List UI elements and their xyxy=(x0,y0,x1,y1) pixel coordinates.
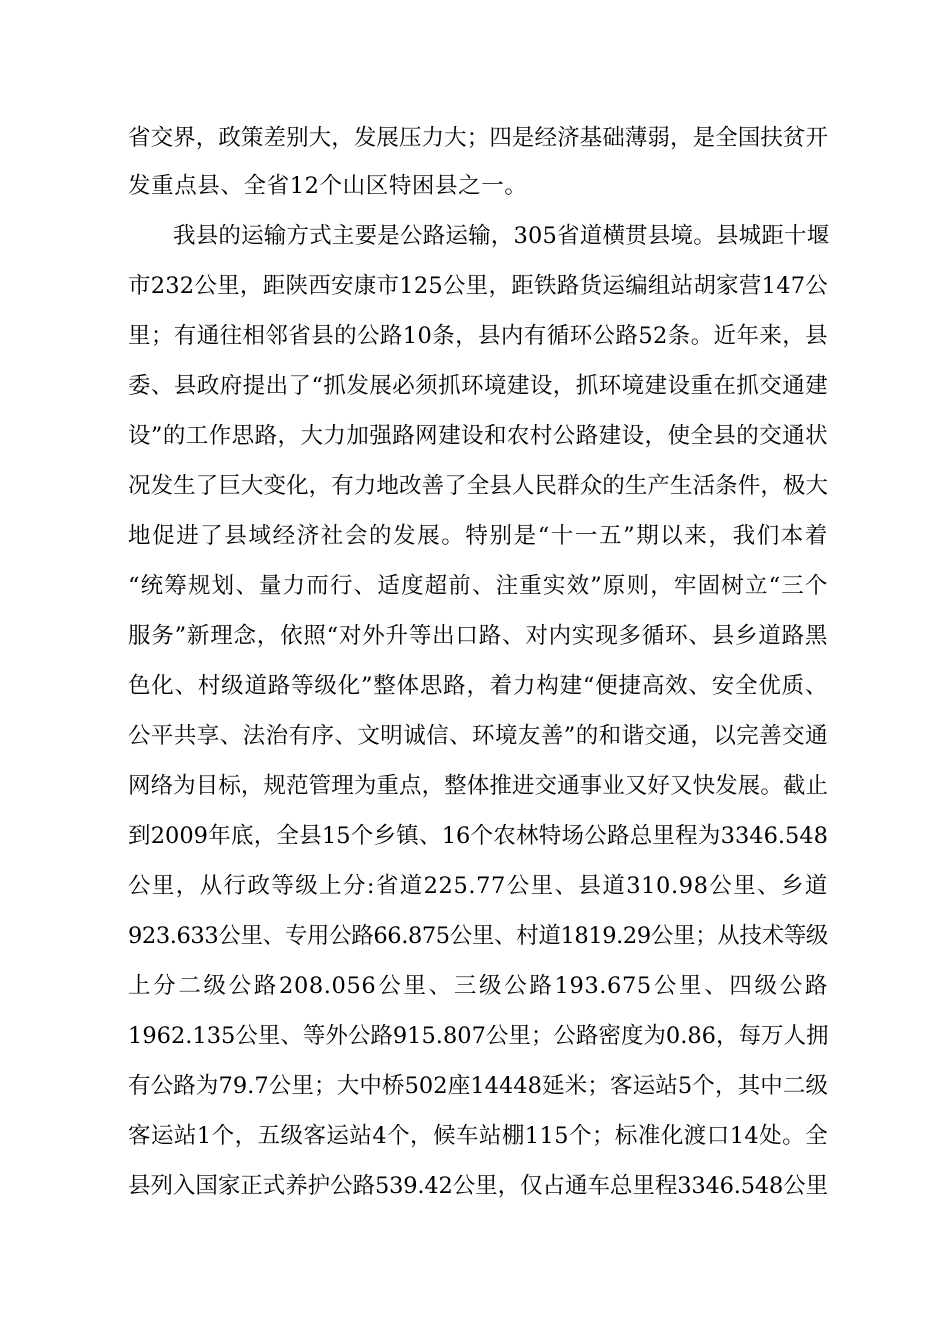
text-line-7: 设”的工作思路，大力加强路网建设和农村公路建设，使全县的交通状 xyxy=(128,423,828,449)
text-line-13: 公平共享、法治有序、文明诚信、环境友善”的和谐交通，以完善交通 xyxy=(128,723,828,749)
text-line-17: 923.633公里、专用公路66.875公里、村道1819.29公里；从技术等级 xyxy=(128,923,828,949)
text-line-6: 委、县政府提出了“抓发展必须抓环境建设，抓环境建设重在抓交通建 xyxy=(128,373,828,399)
text-line-20: 有公路为79.7公里；大中桥502座14448延米；客运站5个，其中二级 xyxy=(128,1073,828,1099)
text-line-15: 到2009年底，全县15个乡镇、16个农林特场公路总里程为3346.548 xyxy=(128,823,828,849)
text-line-8: 况发生了巨大变化，有力地改善了全县人民群众的生产生活条件，极大 xyxy=(128,473,828,499)
text-line-9: 地促进了县域经济社会的发展。特别是“十一五”期以来，我们本着 xyxy=(128,523,828,549)
text-line-11: 服务”新理念，依照“对外升等出口路、对内实现多循环、县乡道路黑 xyxy=(128,623,828,649)
text-line-5: 里；有通往相邻省县的公路10条，县内有循环公路52条。近年来，县 xyxy=(128,323,829,349)
text-line-10: “统筹规划、量力而行、适度超前、注重实效”原则，牢固树立“三个 xyxy=(128,573,828,599)
text-line-16: 公里，从行政等级上分:省道225.77公里、县道310.98公里、乡道 xyxy=(128,873,828,899)
text-line-4: 市232公里，距陕西安康市125公里，距铁路货运编组站胡家营147公 xyxy=(128,273,828,299)
text-line-21: 客运站1个，五级客运站4个，候车站棚115个；标准化渡口14处。全 xyxy=(128,1123,828,1149)
text-line-3: 我县的运输方式主要是公路运输，305省道横贯县境。县城距十堰 xyxy=(173,223,830,249)
text-line-19: 1962.135公里、等外公路915.807公里；公路密度为0.86，每万人拥 xyxy=(128,1023,829,1049)
text-line-14: 网络为目标，规范管理为重点，整体推进交通事业又好又快发展。截止 xyxy=(128,773,828,799)
text-line-22: 县列入国家正式养护公路539.42公里，仅占通车总里程3346.548公里 xyxy=(128,1173,828,1199)
text-line-2: 发重点县、全省12个山区特困县之一。 xyxy=(128,173,528,199)
text-line-1: 省交界，政策差别大，发展压力大；四是经济基础薄弱，是全国扶贫开 xyxy=(128,125,828,151)
text-line-18: 上分二级公路208.056公里、三级公路193.675公里、四级公路 xyxy=(128,973,828,999)
text-line-12: 色化、村级道路等级化”整体思路，着力构建“便捷高效、安全优质、 xyxy=(128,673,828,699)
